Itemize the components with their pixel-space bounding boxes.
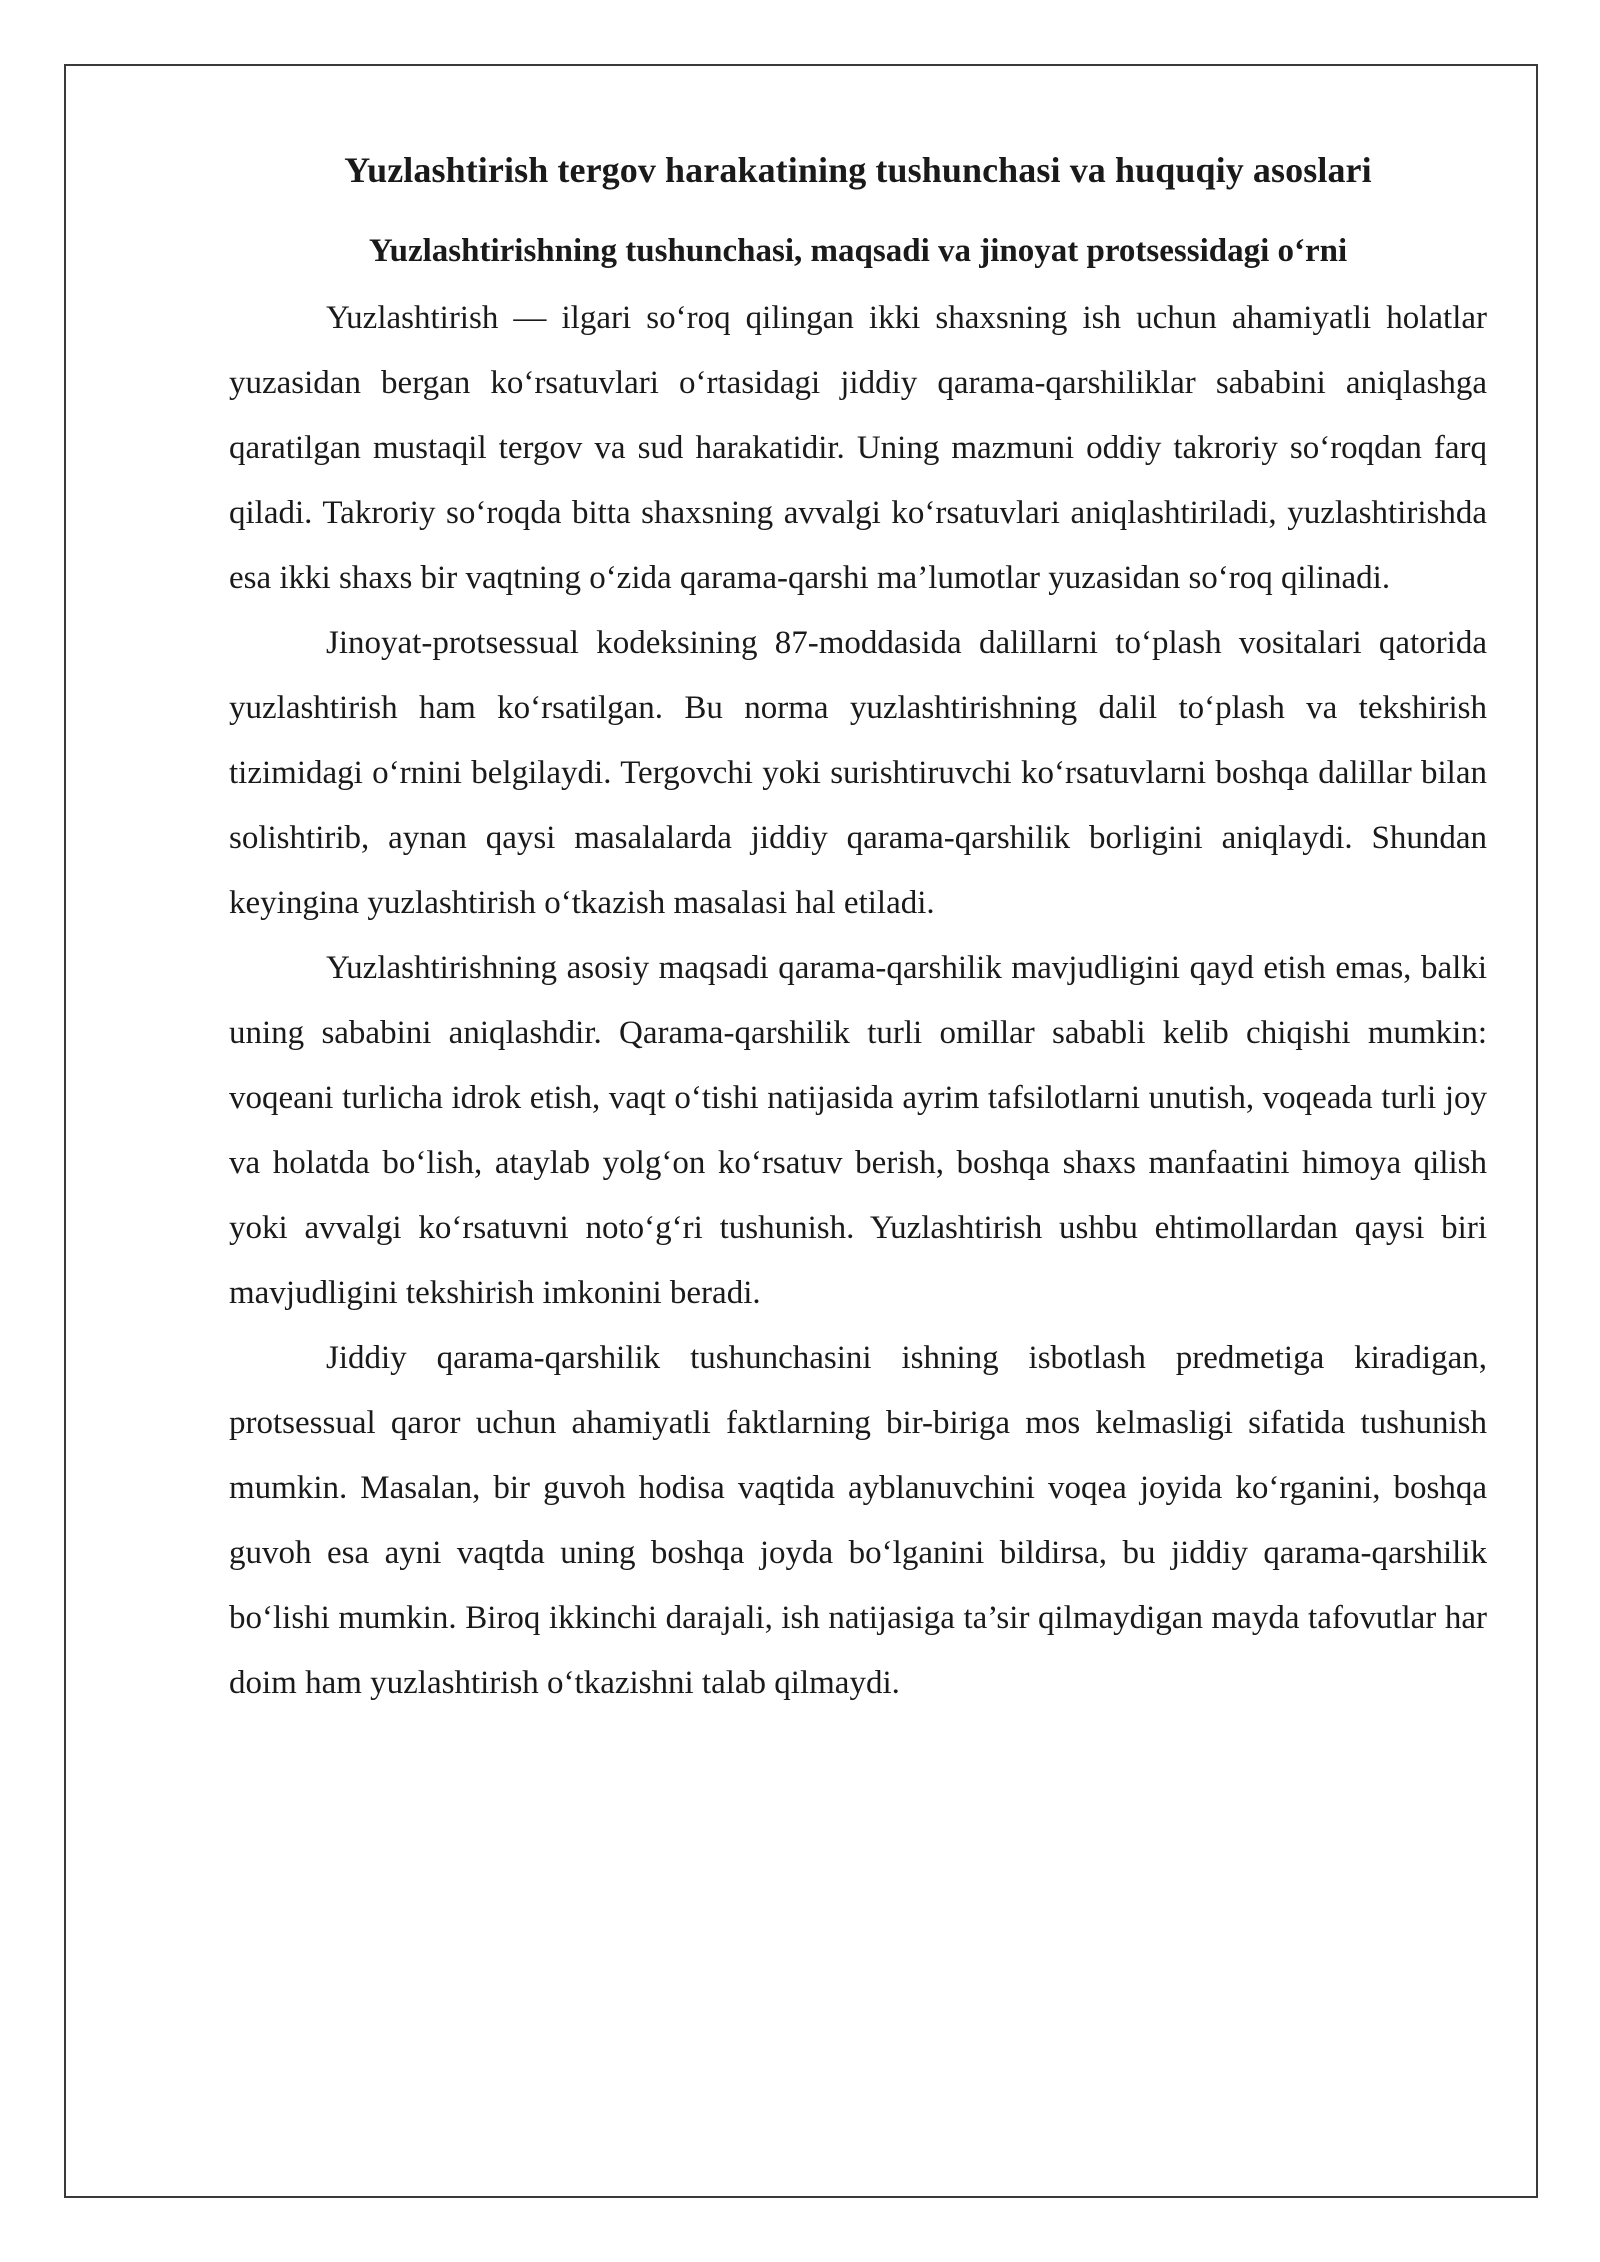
section-heading: Yuzlashtirishning tushunchasi, maqsadi va jinoyat protsessidagi o‘rni bbox=[368, 233, 1348, 269]
paragraph-2: Jinoyat-protsessual kodeksining 87-moddasida dalillarni to‘plash vositalari qatorida yuzlashtirish ham ko‘rsatilgan. Bu norma yuzlashtirishning dalil to‘plash va tekshirish tizimidagi o‘rnini belgilaydi. Tergovchi yoki surishtiruvchi ko‘rsatuvlarni boshqa dalillar bilan solishtirib, aynan qaysi masalalarda jiddiy qarama-qarshilik borligini aniqlaydi. Shundan keyingina yuzlashtirish o‘tkazish masalasi hal etiladi. bbox=[229, 625, 1487, 921]
document-title: Yuzlashtirish tergov harakatining tushunchasi va huquqiy asoslari bbox=[344, 150, 1372, 190]
paragraph-4: Jiddiy qarama-qarshilik tushunchasini ishning isbotlash predmetiga kiradigan, protsessual qaror uchun ahamiyatli faktlarning bir-biriga mos kelmasligi sifatida tushunish mumkin. Masalan, bir guvoh hodisa vaqtida ayblanuvchini voqea joyida ko‘rganini, boshqa guvoh esa ayni vaqtda uning boshqa joyda bo‘lganini bildirsa, bu jiddiy qarama-qarshilik bo‘lishi mumkin. Biroq ikkinchi darajali, ish natijasiga ta’sir qilmaydigan mayda tafovutlar har doim ham yuzlashtirish o‘tkazishni talab qilmaydi. bbox=[229, 1340, 1487, 1701]
paragraph-3: Yuzlashtirishning asosiy maqsadi qarama-qarshilik mavjudligini qayd etish emas, balki uning sababini aniqlashdir. Qarama-qarshilik turli omillar sababli kelib chiqishi mumkin: voqeani turlicha idrok etish, vaqt o‘tishi natijasida ayrim tafsilotlarni unutish, voqeada turli joy va holatda bo‘lish, ataylab yolg‘on ko‘rsatuv berish, boshqa shaxs manfaatini himoya qilish yoki avvalgi ko‘rsatuvni noto‘g‘ri tushunish. Yuzlashtirish ushbu ehtimollardan qaysi biri mavjudligini tekshirish imkonini beradi. bbox=[229, 950, 1487, 1311]
paragraph-1: Yuzlashtirish — ilgari so‘roq qilingan ikki shaxsning ish uchun ahamiyatli holatlar yuzasidan bergan ko‘rsatuvlari o‘rtasidagi jiddiy qarama-qarshiliklar sababini aniqlashga qaratilgan mustaqil tergov va sud harakatidir. Uning mazmuni oddiy takroriy so‘roqdan farq qiladi. Takroriy so‘roqda bitta shaxsning avvalgi ko‘rsatuvlari aniqlashtiriladi, yuzlashtirishda esa ikki shaxs bir vaqtning o‘zida qarama-qarshi ma’lumotlar yuzasidan so‘roq qilinadi. bbox=[229, 300, 1487, 596]
document-body bbox=[229, 148, 1487, 1716]
